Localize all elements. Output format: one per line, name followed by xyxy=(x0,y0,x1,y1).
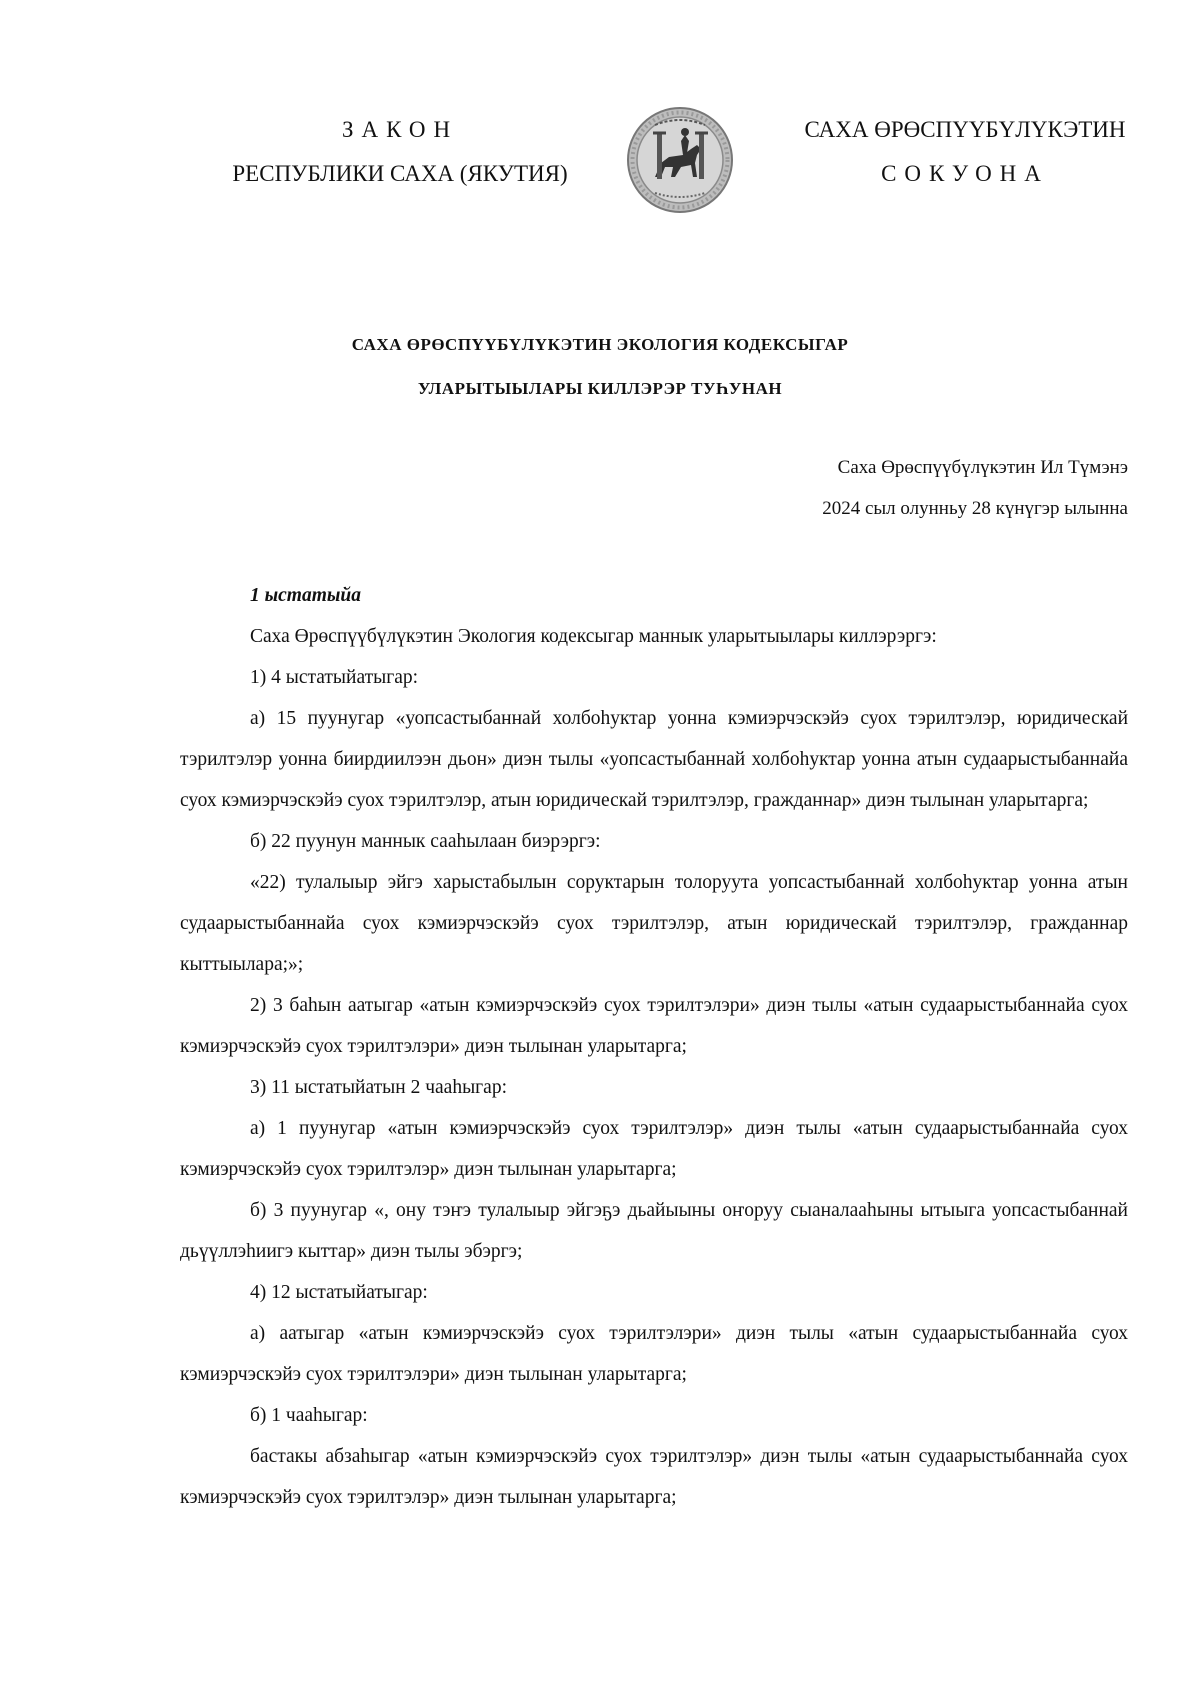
header-law-word-sakha: СОКУОНА xyxy=(881,161,1049,186)
paragraph: б) 1 чааһыгар: xyxy=(250,1405,368,1426)
paragraph: а) 15 пуунугар «уопсастыбаннай холбоһуктар уонна кэмиэрчэскэйэ суох тэрилтэлэр, юридическай тэрилтэлэр уонна биирдиилээн дьон» диэн тылы «уопсастыбаннай холбоһуктар уонна атын судаарыстыбаннайа суох кэмиэрчэскэйэ суох тэрилтэлэр, атын юридическай тэрилтэлэр, гражданнар» диэн тылынан уларытарга; xyxy=(180,708,1128,811)
paragraph: б) 22 пуунун маннык сааһылаан биэрэргэ: xyxy=(250,831,601,852)
header-left-russian xyxy=(180,108,620,196)
header-republic-name: РЕСПУБЛИКИ САХА (ЯКУТИЯ) xyxy=(232,161,568,186)
adoption-note xyxy=(822,447,1128,529)
paragraph: 4) 12 ыстатыйатыгар: xyxy=(250,1282,428,1303)
adoption-date: 2024 сыл олунньу 28 күнүгэр ылынна xyxy=(822,498,1128,519)
paragraph: а) аатыгар «атын кэмиэрчэскэйэ суох тэрилтэлэри» диэн тылы «атын судаарыстыбаннайа суох кэмиэрчэскэйэ суох тэрилтэлэри» диэн тылынан уларытарга; xyxy=(180,1323,1128,1385)
document-title xyxy=(150,323,1050,411)
paragraph: «22) тулалыыр эйгэ харыстабылын соруктарын толоруута уопсастыбаннай холбоһуктар уонна атын судаарыстыбаннайа суох кэмиэрчэскэйэ суох тэрилтэлэр, атын юридическай тэрилтэлэр, гражданнар кыттыылара;»; xyxy=(180,872,1128,975)
title-line-1: САХА ӨРӨСПҮҮБҮЛҮКЭТИН ЭКОЛОГИЯ КОДЕКСЫГАР xyxy=(351,335,849,354)
paragraph: 1) 4 ыстатыйатыгар: xyxy=(250,667,419,688)
sakha-coat-of-arms-emblem-icon xyxy=(625,105,735,215)
article-heading: 1 ыстатыйа xyxy=(250,585,362,606)
paragraph: б) 3 пуунугар «, ону тэҥэ тулалыыр эйгэҕэ дьайыыны оҥоруу сыаналааһыны ытыыга уопсастыбаннай дьүүллэһиигэ кыттар» диэн тылы эбэргэ; xyxy=(180,1200,1128,1262)
title-line-2: УЛАРЫТЫЫЛАРЫ КИЛЛЭРЭР ТУҺУНАН xyxy=(417,379,783,398)
document-body xyxy=(180,575,1128,1518)
header-right-sakha xyxy=(780,108,1150,196)
adoption-body: Саха Өрөспүүбүлүкэтин Ил Түмэнэ xyxy=(837,457,1128,478)
paragraph: 2) 3 баһын аатыгар «атын кэмиэрчэскэйэ суох тэрилтэлэри» диэн тылы «атын судаарыстыбаннайа суох кэмиэрчэскэйэ суох тэрилтэлэри» диэн тылынан уларытарга; xyxy=(180,995,1128,1057)
paragraph: Саха Өрөспүүбүлүкэтин Экология кодексыгар маннык уларытыылары киллэрэргэ: xyxy=(250,626,937,647)
paragraph: а) 1 пуунугар «атын кэмиэрчэскэйэ суох тэрилтэлэр» диэн тылы «атын судаарыстыбаннайа суох кэмиэрчэскэйэ суох тэрилтэлэр» диэн тылынан уларытарга; xyxy=(180,1118,1128,1180)
header-republic-name-sakha: САХА ӨРӨСПҮҮБҮЛҮКЭТИН xyxy=(804,117,1126,142)
header-law-word: ЗАКОН xyxy=(341,117,459,142)
paragraph: бастакы абзаһыгар «атын кэмиэрчэскэйэ суох тэрилтэлэр» диэн тылы «атын судаарыстыбаннайа суох кэмиэрчэскэйэ суох тэрилтэлэр» диэн тылынан уларытарга; xyxy=(180,1446,1128,1508)
paragraph: 3) 11 ыстатыйатын 2 чааһыгар: xyxy=(250,1077,507,1098)
